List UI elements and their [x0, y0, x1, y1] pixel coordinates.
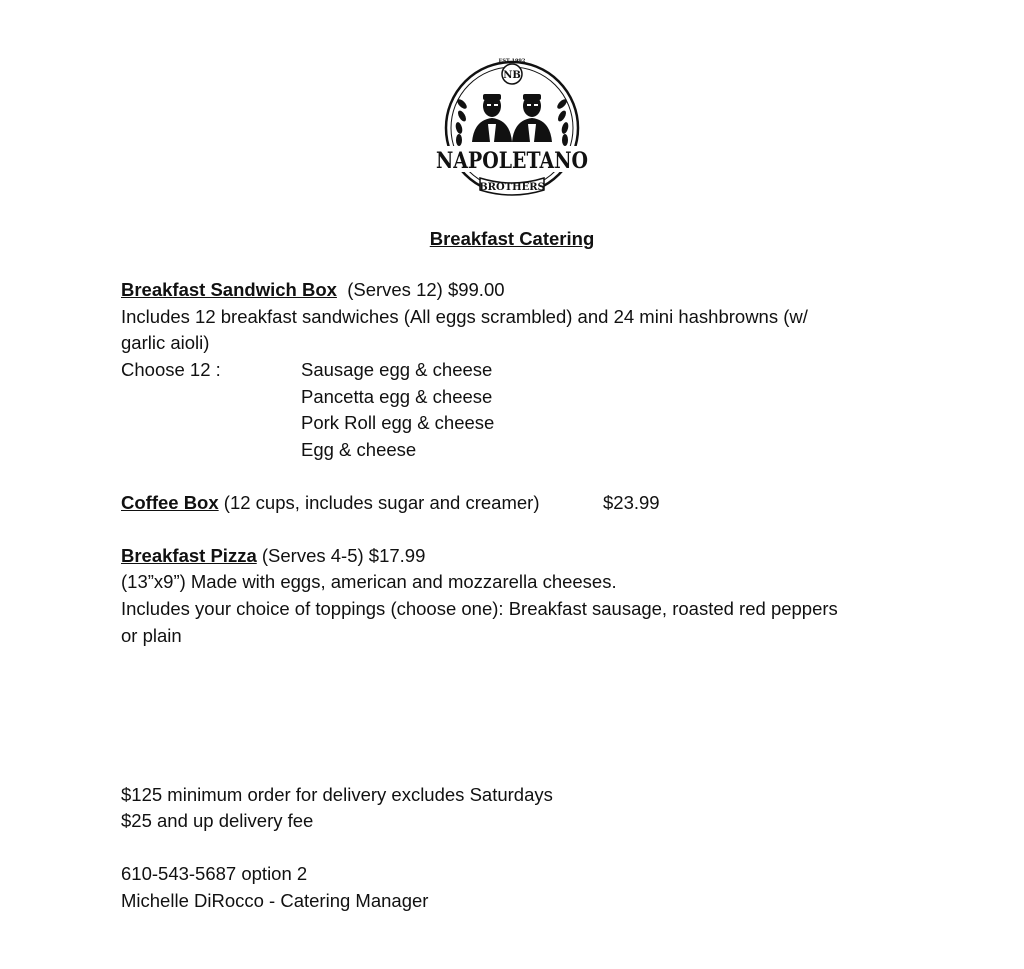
two-chefs-wheat-badge-icon	[432, 54, 592, 206]
contact-name: Michelle DiRocco - Catering Manager	[121, 890, 429, 911]
coffee-box-name: Coffee Box	[121, 492, 219, 513]
sandwich-box-heading	[121, 279, 505, 301]
sandwich-box-serves: (Serves 12) $99.00	[347, 279, 505, 300]
sandwich-option-4: Egg & cheese	[301, 439, 417, 460]
coffee-box-price: $23.99	[603, 492, 660, 513]
pizza-description-1: (13”x9”) Made with eggs, american and mozzarella cheeses.	[121, 571, 617, 592]
sandwich-choose-label: Choose 12 :	[121, 359, 221, 380]
sandwich-option-2: Pancetta egg & cheese	[301, 386, 493, 407]
pizza-description-2: Includes your choice of toppings (choose one): Breakfast sausage, roasted red peppers	[121, 598, 838, 619]
logo-name: NAPOLETANO	[436, 148, 588, 174]
logo-established: EST 1992	[498, 58, 526, 64]
logo-subname: BROTHERS	[479, 182, 545, 193]
sandwich-option-3: Pork Roll egg & cheese	[301, 412, 495, 433]
logo-monogram: NB	[503, 70, 521, 81]
sandwich-box-description-2: garlic aioli)	[121, 332, 210, 353]
coffee-box-details: (12 cups, includes sugar and creamer)	[223, 492, 540, 513]
sandwich-box-name: Breakfast Sandwich Box	[121, 279, 337, 300]
sandwich-option-1: Sausage egg & cheese	[301, 359, 493, 380]
page-title: Breakfast Catering	[429, 228, 595, 249]
sandwich-box-description-1: Includes 12 breakfast sandwiches (All eggs scrambled) and 24 mini hashbrowns (w/	[121, 306, 808, 327]
minimum-order-note: $125 minimum order for delivery excludes Saturdays	[121, 784, 553, 805]
pizza-serves: (Serves 4-5) $17.99	[261, 545, 426, 566]
contact-phone: 610-543-5687 option 2	[121, 863, 308, 884]
pizza-name: Breakfast Pizza	[121, 545, 257, 566]
pizza-description-3: or plain	[121, 625, 182, 646]
pizza-heading	[121, 545, 425, 567]
delivery-fee-note: $25 and up delivery fee	[121, 810, 314, 831]
brand-logo	[432, 54, 592, 206]
